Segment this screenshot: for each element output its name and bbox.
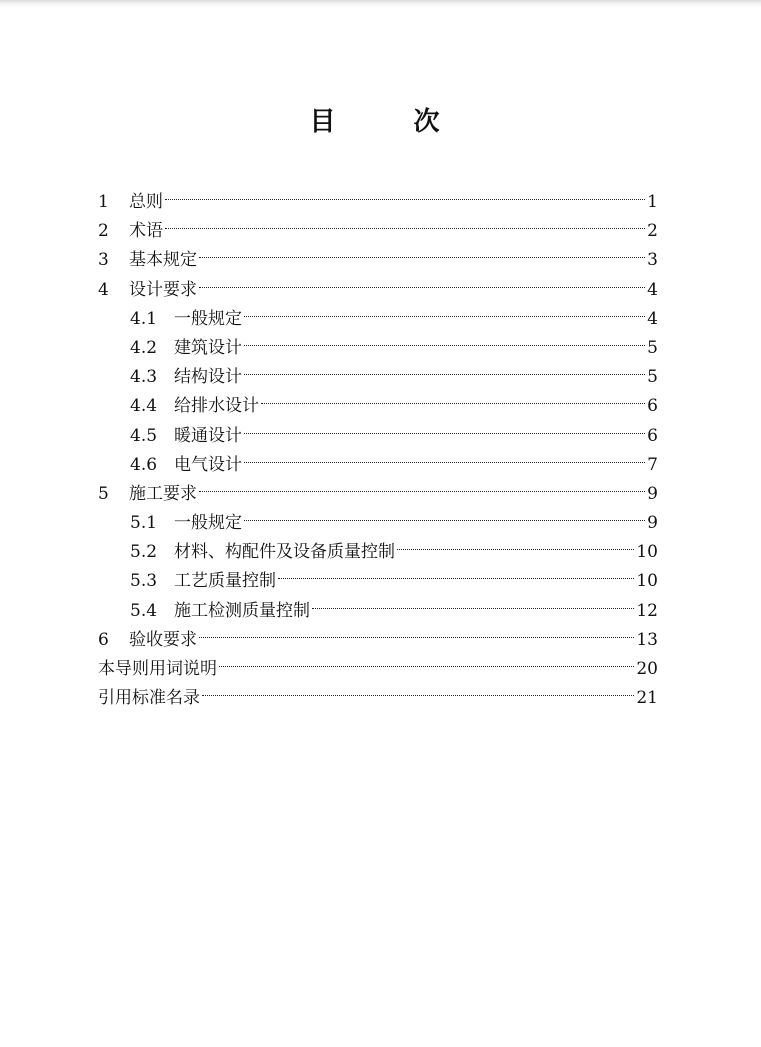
toc-entry-title: 材料、构配件及设备质量控制 [174,542,395,563]
toc-entry-number: 4.2 [130,337,158,358]
toc-dot-leader [244,324,645,353]
toc-entry-number: 5.3 [130,571,158,592]
toc-entry-title: 本导则用词说明 [98,659,217,679]
toc-dot-leader [219,645,634,674]
toc-entry-page-number: 21 [636,688,658,709]
toc-entry-page-number: 4 [647,308,658,329]
toc-dot-leader [244,441,645,470]
toc-entry-number: 4.6 [130,454,158,475]
toc-entry-number: 5.4 [130,600,158,621]
toc-entry-title: 总则 [129,192,163,212]
toc-entry-number: 4.5 [130,425,158,446]
toc-dot-leader [199,266,645,295]
toc-entry-number: 5.1 [130,513,158,534]
toc-entry-number: 5 [98,483,109,504]
toc-entry-number: 5.2 [130,542,158,563]
toc-entry-title: 一般规定 [174,513,242,534]
toc-entry-title: 暖通设计 [174,425,242,446]
toc-dot-leader [244,295,645,324]
toc-entry-title: 施工检测质量控制 [174,600,310,621]
toc-entry-title: 结构设计 [174,367,242,388]
toc-entry-title: 一般规定 [174,308,242,329]
toc-entry-page-number: 1 [647,192,658,212]
toc-entry-number: 3 [98,250,109,271]
toc-entry-page-number: 9 [647,513,658,534]
toc-entry-title: 基本规定 [129,250,197,271]
toc-entry-page-number: 10 [636,542,658,563]
toc-entry-title: 工艺质量控制 [174,571,276,592]
toc-entry-page-number: 3 [647,250,658,271]
toc-entry-title: 术语 [129,221,163,242]
toc-entry-title: 给排水设计 [174,396,259,417]
toc-dot-leader [165,207,645,236]
viewer-top-shadow [0,0,761,8]
toc-entry-page-number: 7 [647,454,658,475]
toc-entry-page-number: 13 [636,629,658,650]
toc-dot-leader [312,587,634,616]
toc-entry[interactable] [98,178,658,212]
toc-dot-leader [202,674,634,703]
page-title: 目 次 [309,107,466,137]
toc-dot-leader [244,499,645,528]
toc-entry-title: 引用标准名录 [98,688,200,709]
toc-dot-leader [199,236,645,265]
toc-dot-leader [165,178,645,207]
toc-entry-page-number: 4 [647,279,658,300]
toc-entry-number: 4 [98,279,109,300]
toc-dot-leader [199,470,645,499]
toc-entry-number: 4.3 [130,367,158,388]
toc-entry-page-number: 5 [647,337,658,358]
toc-entry-page-number: 10 [636,571,658,592]
toc-dot-leader [261,382,645,411]
toc-entry-page-number: 6 [647,425,658,446]
toc-entry-title: 建筑设计 [174,337,242,358]
table-of-contents [98,178,658,709]
toc-entry-title: 设计要求 [129,279,197,300]
toc-entry[interactable] [98,207,658,242]
toc-entry[interactable] [98,236,658,271]
toc-dot-leader [199,616,634,645]
toc-entry-title: 电气设计 [174,454,242,475]
toc-entry-number: 4.4 [130,396,158,417]
toc-dot-leader [244,412,645,441]
toc-entry-number: 1 [98,192,109,212]
toc-dot-leader [278,557,634,586]
toc-entry-page-number: 9 [647,483,658,504]
toc-entry-page-number: 2 [647,221,658,242]
toc-entry-title: 验收要求 [129,629,197,650]
toc-entry-page-number: 6 [647,396,658,417]
toc-entry-number: 6 [98,629,109,650]
toc-dot-leader [244,353,645,382]
toc-dot-leader [397,528,634,557]
toc-entry-page-number: 20 [636,659,658,679]
toc-entry-number: 4.1 [130,308,158,329]
toc-entry-page-number: 12 [636,600,658,621]
toc-entry-title: 施工要求 [129,483,197,504]
toc-entry-page-number: 5 [647,367,658,388]
toc-entry-number: 2 [98,221,109,242]
